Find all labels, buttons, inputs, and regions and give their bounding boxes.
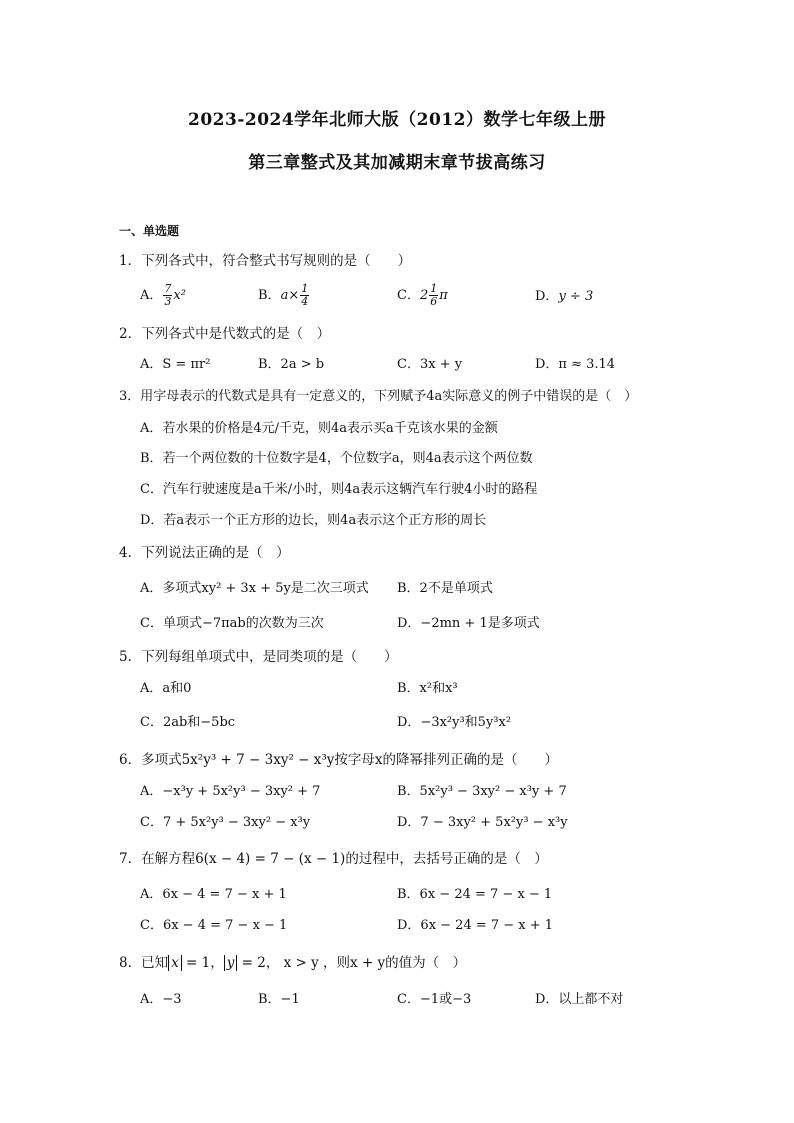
abs-y: y xyxy=(224,955,238,971)
q1-option-c: C．2 $\frac{1}{6}$ π xyxy=(397,282,448,308)
q2-option-c: C．3x + y xyxy=(397,357,463,372)
q4-option-c: C．单项式−7πab的次数为三次 xyxy=(140,616,324,631)
section-label: 一、单选题 xyxy=(119,224,180,238)
q5-option-d: D．−3x²y³和5y³x² xyxy=(397,715,512,730)
q1-option-a: A． $\frac{7}{3}$ x² xyxy=(140,282,186,308)
q7-option-a: A．6x − 4 = 7 − x + 1 xyxy=(140,887,287,902)
q8-option-d: D．以上都不对 xyxy=(535,992,624,1007)
q2-stem: 2．下列各式中是代数式的是（ ） xyxy=(119,326,331,342)
q7-option-d: D．6x − 24 = 7 − x + 1 xyxy=(397,918,554,933)
q3-stem: 3．用字母表示的代数式是具有一定意义的，下列赋予4a实际意义的例子中错误的是（ ） xyxy=(119,389,638,404)
q8-option-a: A．−3 xyxy=(140,992,182,1007)
q6-option-a: A．−x³y + 5x²y³ − 3xy² + 7 xyxy=(140,784,321,799)
q2-option-a: A．S = πr² xyxy=(140,357,211,372)
q5-option-b: B．x²和x³ xyxy=(397,681,458,696)
title-line-2: 第三章整式及其加减期末章节拔高练习 xyxy=(248,153,546,173)
q2-option-b: B．2a > b xyxy=(258,357,325,372)
q7-stem: 7．在解方程6(x − 4) = 7 − (x − 1)的过程中，去括号正确的是（ ） xyxy=(119,851,548,867)
q1-option-d: D．y ÷ 3 xyxy=(535,289,594,304)
q7-option-b: B．6x − 24 = 7 − x − 1 xyxy=(397,887,553,902)
q4-stem: 4．下列说法正确的是（ ） xyxy=(119,545,290,561)
q3-option-b: B．若一个两位数的十位数字是4，个位数字a，则4a表示这个两位数 xyxy=(140,451,533,466)
q4-option-b: B．2不是单项式 xyxy=(397,581,493,596)
q8-option-b: B．−1 xyxy=(258,992,300,1007)
q3-option-c: C．汽车行驶速度是a千米/小时，则4a表示这辆汽车行驶4小时的路程 xyxy=(140,482,538,497)
q3-option-d: D．若a表示一个正方形的边长，则4a表示这个正方形的周长 xyxy=(140,513,487,528)
q6-option-c: C．7 + 5x²y³ − 3xy² − x³y xyxy=(140,815,311,830)
q8-option-c: C．−1或−3 xyxy=(397,992,472,1007)
q6-option-d: D．7 − 3xy² + 5x²y³ − x³y xyxy=(397,815,568,830)
q5-stem: 5．下列每组单项式中，是同类项的是（ ） xyxy=(119,649,398,665)
q4-option-d: D．−2mn + 1是多项式 xyxy=(397,616,540,631)
q1-stem: 1．下列各式中，符合整式书写规则的是（ ） xyxy=(119,253,412,269)
q7-option-c: C．6x − 4 = 7 − x − 1 xyxy=(140,918,288,933)
title-line-1: 2023-2024学年北师大版（2012）数学七年级上册 xyxy=(188,110,606,130)
q8-stem: 8．已知 x = 1， y = 2， x > y ，则x + y的值为（ ） xyxy=(119,955,467,971)
q4-option-a: A．多项式xy² + 3x + 5y是二次三项式 xyxy=(140,581,369,596)
q2-option-d: D．π ≈ 3.14 xyxy=(535,357,616,372)
q6-option-b: B．5x²y³ − 3xy² − x³y + 7 xyxy=(397,784,567,799)
q3-option-a: A．若水果的价格是4元/千克，则4a表示买a千克该水果的金额 xyxy=(140,421,498,436)
q5-option-c: C．2ab和−5bc xyxy=(140,715,236,730)
q6-stem: 6．多项式5x²y³ + 7 − 3xy² − x³y按字母x的降幂排列正确的是（ ） xyxy=(119,752,559,768)
q1-option-b: B．a× $\frac{1}{4}$ xyxy=(258,282,309,308)
q5-option-a: A．a和0 xyxy=(140,681,192,696)
abs-x: x xyxy=(168,955,182,971)
